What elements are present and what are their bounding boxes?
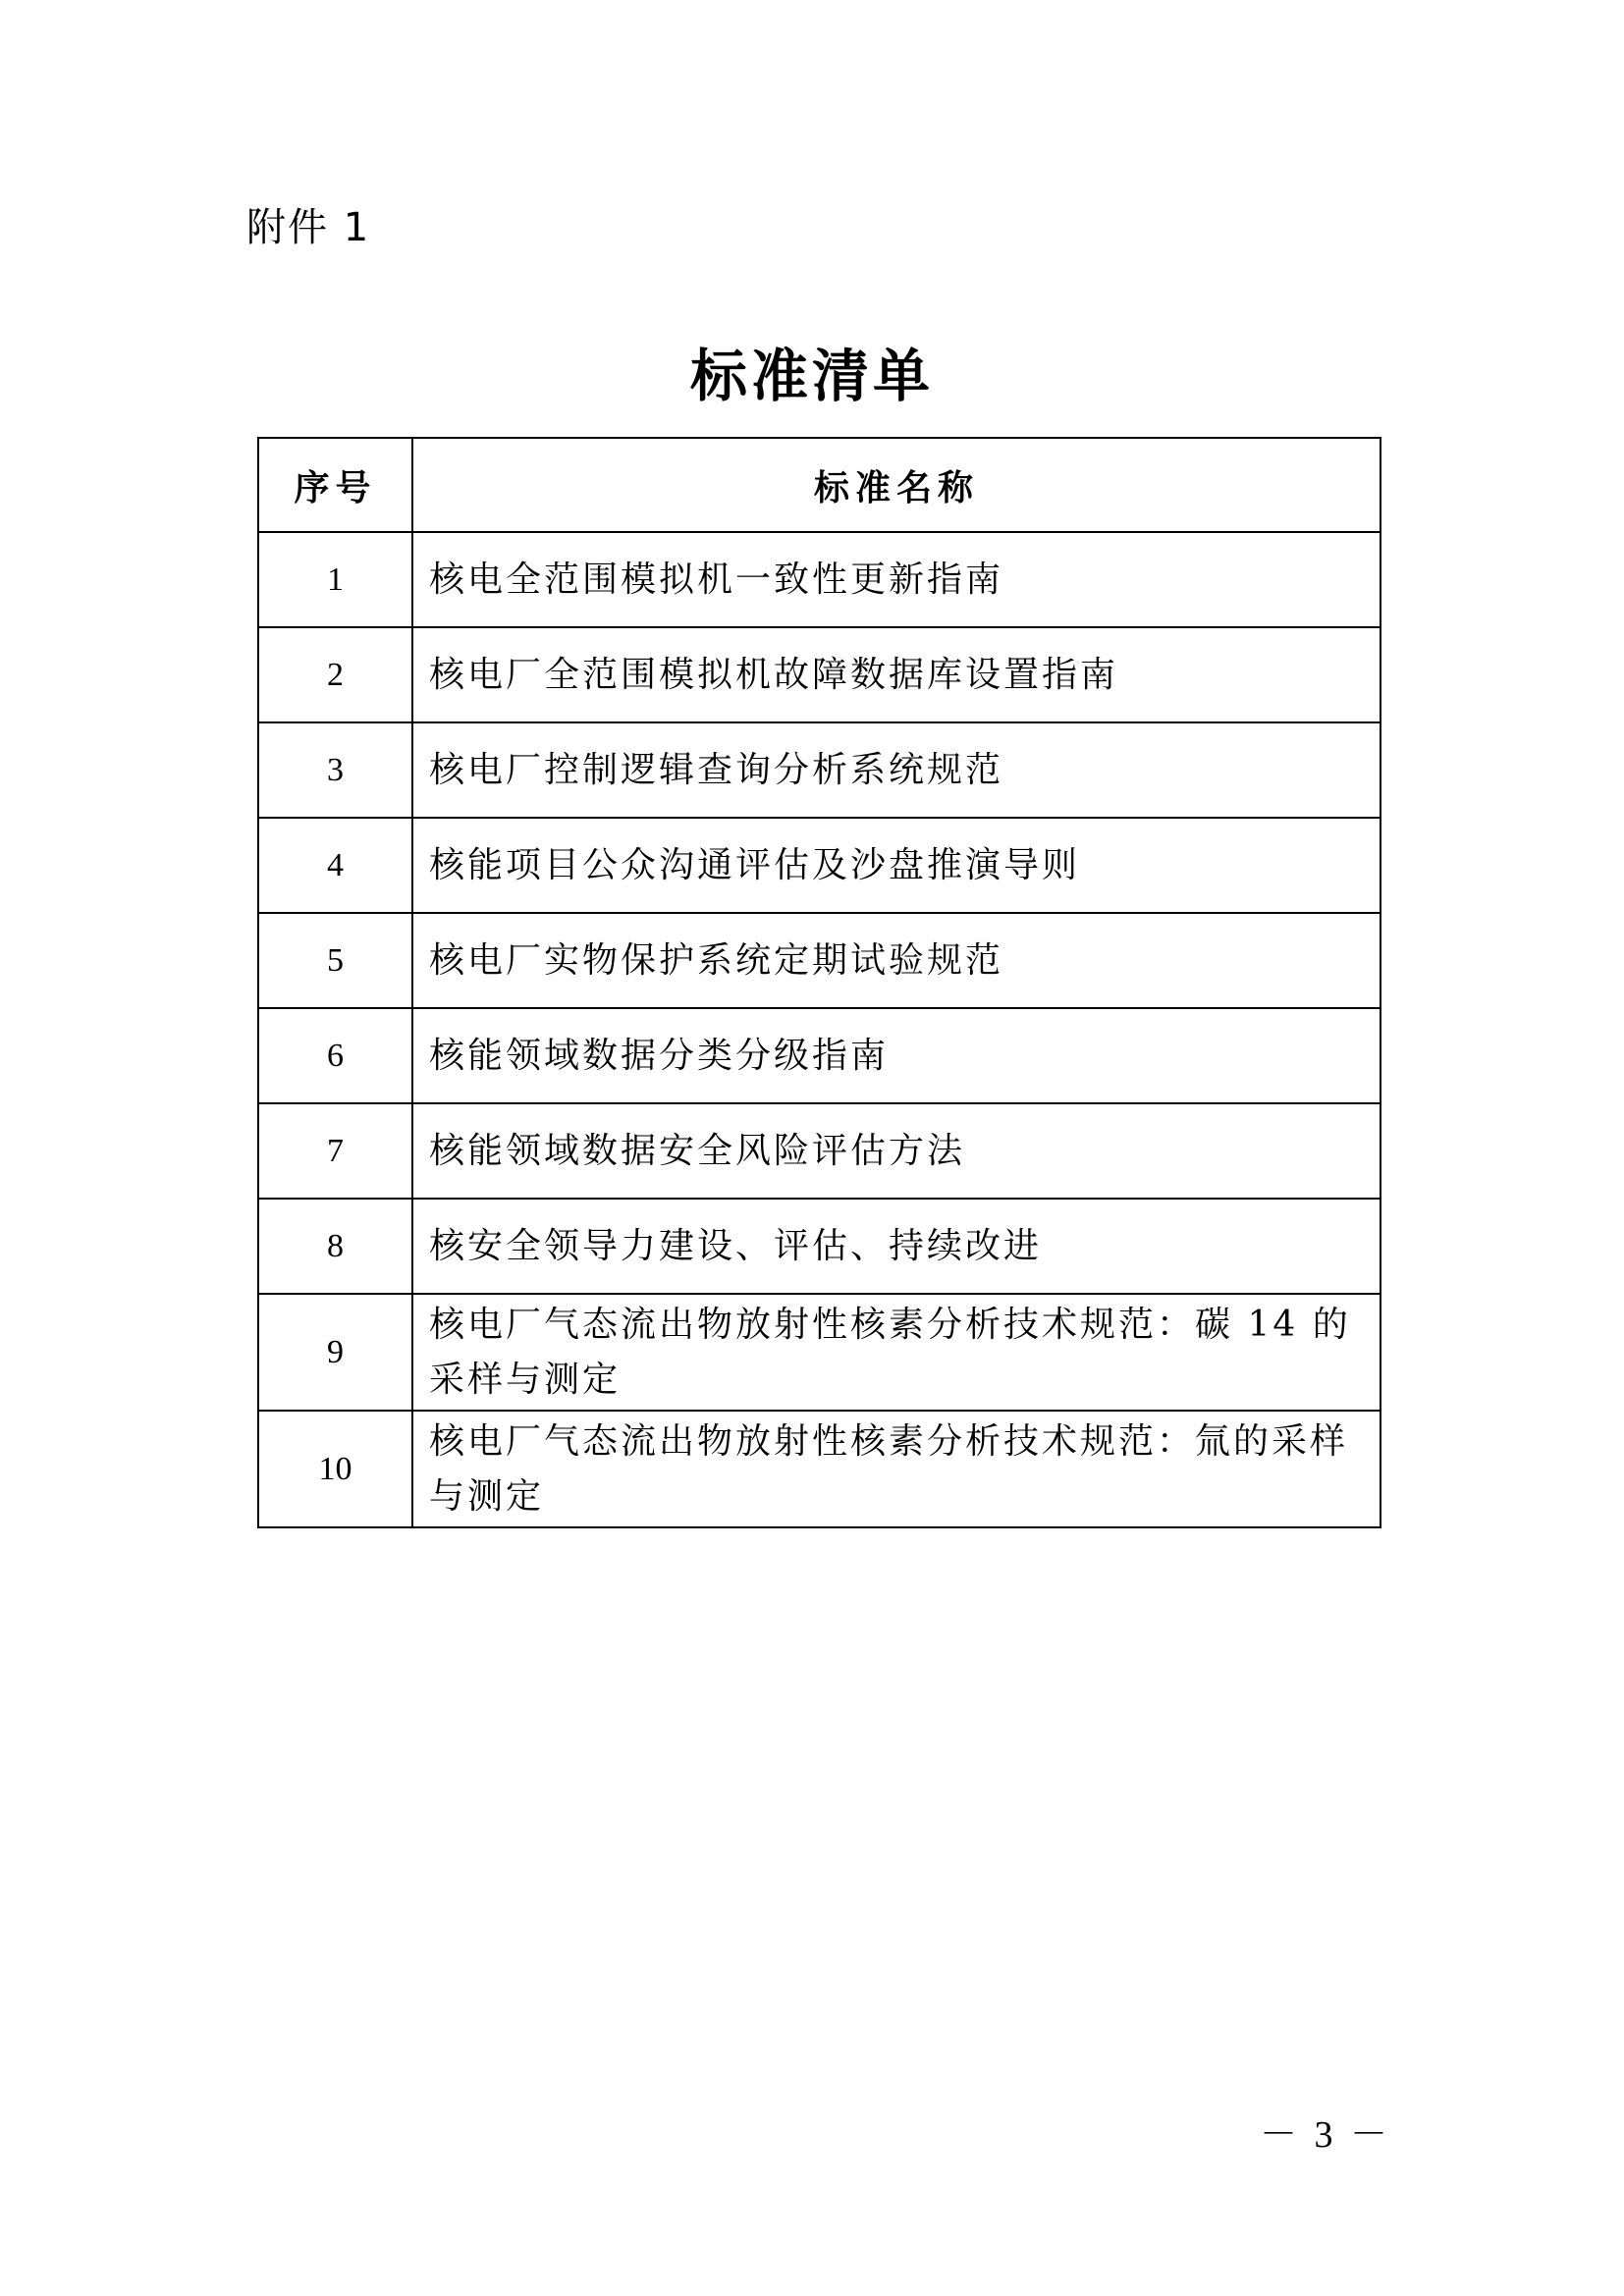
standard-name: 核能项目公众沟通评估及沙盘推演导则 (412, 818, 1380, 913)
standard-name: 核能领域数据分类分级指南 (412, 1008, 1380, 1103)
table-header-row (258, 438, 1380, 532)
standard-name: 核电厂全范围模拟机故障数据库设置指南 (412, 627, 1380, 722)
table-row (258, 818, 1380, 913)
standard-name: 核电厂气态流出物放射性核素分析技术规范：氚的采样与测定 (412, 1411, 1380, 1527)
standard-name: 核电厂气态流出物放射性核素分析技术规范：碳 14 的采样与测定 (412, 1294, 1380, 1411)
standard-name: 核电全范围模拟机一致性更新指南 (412, 532, 1380, 627)
table-row (258, 627, 1380, 722)
row-number: 2 (258, 627, 412, 722)
row-number: 8 (258, 1199, 412, 1294)
attachment-label: 附件 1 (246, 205, 371, 250)
table-row (258, 532, 1380, 627)
table-row (258, 913, 1380, 1008)
table-row (258, 1103, 1380, 1199)
standards-table (257, 437, 1381, 1528)
row-number: 9 (258, 1294, 412, 1411)
standard-name: 核能领域数据安全风险评估方法 (412, 1103, 1380, 1199)
row-number: 4 (258, 818, 412, 913)
row-number: 7 (258, 1103, 412, 1199)
page-number: － 3 － (1259, 2114, 1391, 2156)
row-number: 6 (258, 1008, 412, 1103)
table-row (258, 1294, 1380, 1411)
column-header-no: 序号 (258, 438, 412, 532)
row-number: 1 (258, 532, 412, 627)
standard-name: 核安全领导力建设、评估、持续改进 (412, 1199, 1380, 1294)
row-number: 3 (258, 722, 412, 818)
standard-name: 核电厂控制逻辑查询分析系统规范 (412, 722, 1380, 818)
table-row (258, 1008, 1380, 1103)
column-header-name: 标准名称 (412, 438, 1380, 532)
table-row (258, 722, 1380, 818)
row-number: 10 (258, 1411, 412, 1527)
table-row (258, 1411, 1380, 1527)
row-number: 5 (258, 913, 412, 1008)
document-title: 标准清单 (689, 343, 934, 409)
standard-name: 核电厂实物保护系统定期试验规范 (412, 913, 1380, 1008)
table-row (258, 1199, 1380, 1294)
